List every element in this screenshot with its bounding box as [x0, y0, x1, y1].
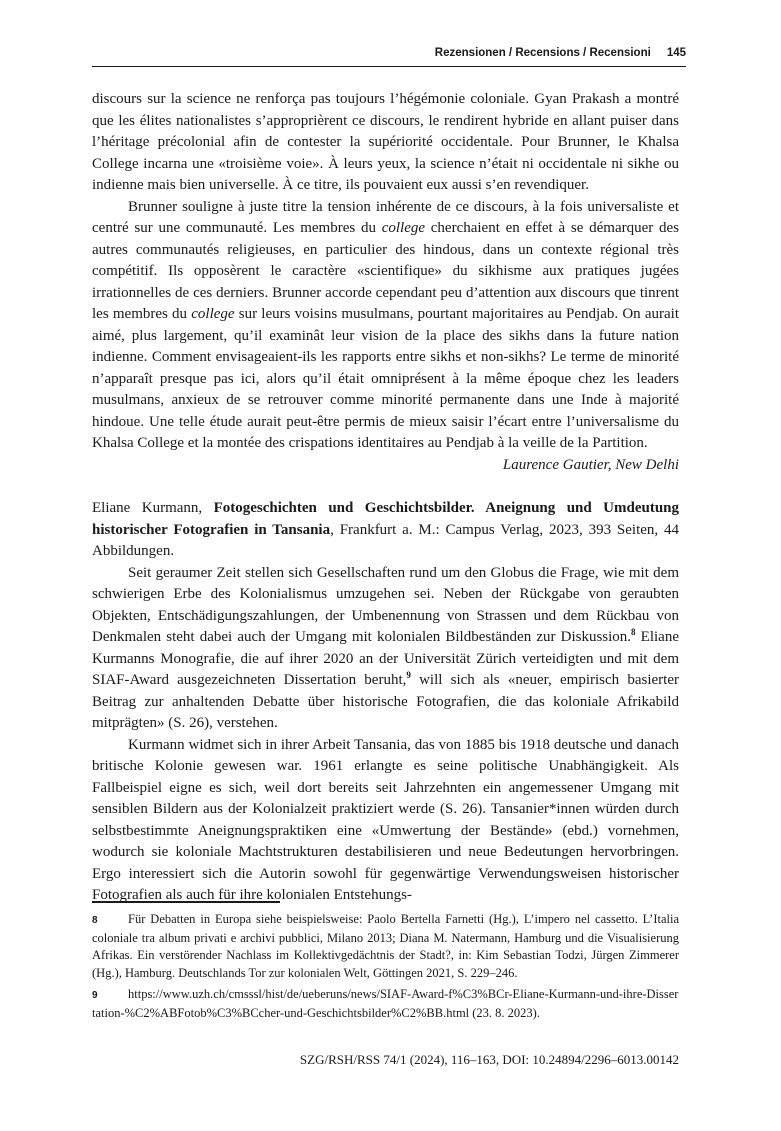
footnote-rule — [92, 901, 280, 903]
previous-review-paragraph-2 — [92, 197, 679, 455]
footnotes — [92, 911, 679, 1027]
book-title: Fotogeschichten und Geschichtsbilder. Aneignung und Umdeutung historischer Fotografien in Tansania — [92, 500, 679, 538]
book-author: Eliane Kurmann, — [92, 500, 214, 516]
footnote-9 — [92, 986, 679, 1022]
text-run: cherchaient en effet à se démarquer des autres communautés religieuses, en particulier des hindous, dans un contexte régional très compétitif. Ils opposèrent le caractère «scientifique» du sikhisme aux pratiques jugées irrationnelles de ces derniers. Brunner accorde cependant peu d’attention aux discours que tinrent les membres du — [92, 220, 679, 322]
text-run: will sich als «neuer, empirisch basierter Beitrag zur anhaltenden Debatte über historische Fotografien, die das koloniale Afrikabild mitprägten» (S. 26), verstehen. — [92, 672, 679, 731]
footnote-number: 9 — [92, 990, 98, 1002]
reviewer-signature: Laurence Gautier, New Delhi — [502, 456, 679, 473]
text-run: discours sur la science ne renforça pas toujours l’hégémonie coloniale. Gyan Prakash a montré que les élites nationalistes s’approprièrent ce discours, le rendirent hybride en allant puiser dans l’héritage précolonial afin de contester la supériorité occidentale. Pour Brunner, le Khalsa College incarna une «troisième voie». À leurs yeux, la science n’était ni occidentale ni sikhe ou indienne mais bien universelle. À ce titre, ils pouvaient eux aussi s’en revendiquer. — [92, 91, 679, 193]
footnote-reference[interactable]: 8 — [631, 627, 636, 637]
text-run: sur leurs voisins musulmans, pourtant majoritaires au Pendjab. On aurait aimé, plus largement, qu’il examinât leur vision de la place des sikhs dans la future nation indienne. Comment envisageaient-ils les rapports entre sikhs et non-sikhs? Le terme de minorité n’apparaît presque pas ici, alors qu’il était omniprésent à la même époque chez les leaders musulmans, anxieux de se retrouver comme minorité permanente dans une Inde à majorité hindoue. Une telle étude aurait peut-être permis de mieux saisir l’écart entre l’universalisme du Khalsa College et la montée des crispations identitaires au Pendjab à la veille de la Partition. — [92, 306, 679, 451]
text-run: Kurmann widmet sich in ihrer Arbeit Tansania, das von 1885 bis 1918 deutsche und danach britische Kolonie gewesen war. 1961 erlangte es seine politische Unabhängigkeit. Als Fallbeispiel eigne es sich, weil dort bereits seit Jahrzehnten ein angemessener Umgang mit sensiblen Bildern aus der Kolonialzeit praktiziert werde (S. 26). Tansanier*innen würden durch selbstbestimmte Aneignungspraktiken eine «Umwertung der Bestände» (ebd.) vornehmen, wodurch sie koloniale Machtstrukturen destabilisieren und neue Bedeutungen hervorbringen. Ergo interessiert sich die Autorin sowohl für gegenwärtige Verwendungsweisen historischer Fotografien als auch für ihre kolonialen Entstehungs- — [92, 736, 679, 903]
running-header — [92, 47, 686, 59]
text-run: Seit geraumer Zeit stellen sich Gesellschaften rund um den Globus die Frage, wie mit dem schwierigen Erbe des Kolonialismus umzugehen sei. Neben der Rückgabe von geraubten Objekten, Entschädigungszahlungen, der Umbenennung von Strassen und dem Rückbau von Denkmalen steht dabei auch der Umgang mit kolonialen Bildbeständen zur Diskussion. — [92, 564, 679, 645]
footnote-url[interactable]: https://www.uzh.ch/cmsssl/hist/de/ueberuns/news/SIAF-Award-f%C3%BCr-Eliane-Kurmann-und-ihre-Dissertation-%C2%ABFotob%C3%BCcher-und-Geschichtsbilder%C2%BB.html (23. 8. 2023). — [92, 987, 679, 1020]
italic-term: college — [381, 220, 426, 236]
footnote-8 — [92, 911, 679, 982]
text-run: Brunner souligne à juste titre la tension inhérente de ce discours, à la fois universaliste et centré sur une communauté. Les membres du — [92, 198, 679, 236]
header-rule — [92, 66, 686, 67]
text-run: Eliane Kurmanns Monografie, die auf ihrer 2020 an der Universität Zürich verteidigten und mit dem SIAF-Award ausgezeichneten Dissertation beruht, — [92, 629, 679, 688]
footnote-number: 8 — [92, 915, 98, 926]
body-text — [92, 89, 679, 907]
footnote-text: Für Debatten in Europa siehe beispielsweise: Paolo Bertella Farnetti (Hg.), L’impero nel cassetto. L’Italia coloniale tra album privati e archivi pubblici, Milano 2013; Diana M. Natermann, Hamburg und die Visualisierung Afrikas. Ein verstörender Nachlass im Kollektivgedächtnis der Stadt?, in: Kim Sebastian Todzi, Jürgen Zimmerer (Hg.), Hamburg. Deutschlands Tor zur kolonialen Welt, Göttingen 2021, S. 229–246. — [92, 912, 679, 980]
citation-footer: SZG/RSH/RSS 74/1 (2024), 116–163, DOI: 10.24894/2296–6013.00142 — [299, 1052, 679, 1067]
review-bibliographic-heading — [92, 498, 679, 563]
review-paragraph-2 — [92, 735, 679, 907]
page-number: 145 — [666, 47, 686, 59]
review-paragraph-1 — [92, 563, 679, 735]
italic-term: college — [191, 306, 235, 322]
book-publication-info: , Frankfurt a. M.: Campus Verlag, 2023, 393 Seiten, 44 Abbildungen. — [92, 521, 679, 559]
footnote-reference[interactable]: 9 — [406, 670, 411, 680]
running-title: Rezensionen / Recensions / Recensioni — [434, 47, 651, 59]
previous-review-paragraph-1 — [92, 89, 679, 197]
